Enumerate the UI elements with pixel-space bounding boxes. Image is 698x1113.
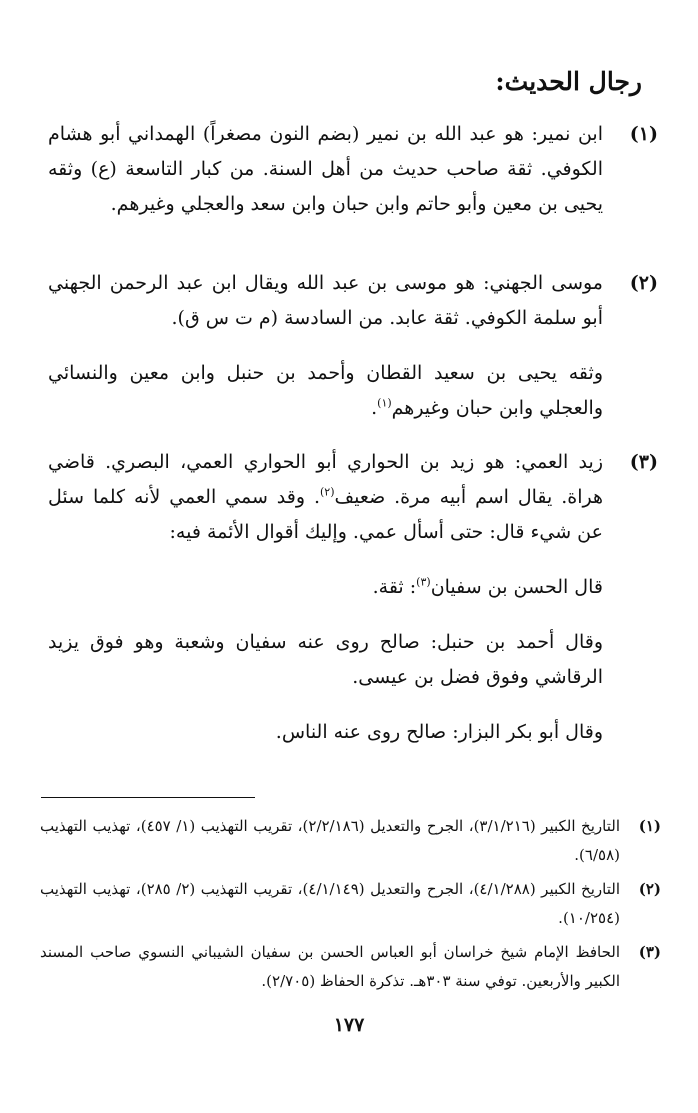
footnote-text: التاريخ الكبير (٤/١/٢٨٨)، الجرح والتعديل (٤/١/١٤٩)، تقريب التهذيب (٢/ ٢٨٥)، تهذيب التهذيب (١٠/٢٥٤). xyxy=(40,880,620,927)
entry-body xyxy=(48,445,603,770)
entry-paragraph xyxy=(48,356,603,426)
entry-body xyxy=(48,266,603,446)
entry-paragraph: موسى الجهني: هو موسى بن عبد الله ويقال ابن عبد الرحمن الجهني أبو سلمة الكوفي. ثقة عابد. من السادسة (م ت س ق). xyxy=(48,272,603,329)
entry-number: (٣) xyxy=(629,451,658,473)
paragraph-text: . xyxy=(371,397,378,419)
entry-body xyxy=(48,117,603,242)
paragraph-text: زيد العمي: هو زيد بن الحواري أبو الحواري العمي، البصري. قاضي هراة. يقال اسم أبيه مرة. ضعيف xyxy=(48,451,603,508)
section-heading: رجال الحديث: xyxy=(495,67,642,96)
entry-paragraph: ابن نمير: هو عبد الله بن نمير (بضم النون مصغراً) الهمداني أبو هشام الكوفي. ثقة صاحب حديث من أهل السنة. من كبار التاسعة (ع) وثقه يحيى بن معين وأبو حاتم وابن حبان وابن سعد والعجلي وغيرهم. xyxy=(48,123,603,215)
paragraph-text: وثقه يحيى بن سعيد القطان وأحمد بن حنبل وابن معين والنسائي والعجلي وابن حبان وغيرهم xyxy=(48,362,603,419)
entry-paragraph: وقال أبو بكر البزار: صالح روى عنه الناس. xyxy=(275,721,603,743)
entry-number: (١) xyxy=(629,123,658,145)
footnote-separator xyxy=(41,797,255,798)
paragraph-text: : ثقة. xyxy=(372,576,417,598)
footnote-number: (٣) xyxy=(638,943,661,961)
entry-number: (٢) xyxy=(629,272,658,294)
entry-paragraph xyxy=(48,445,603,550)
paragraph-text: قال الحسن بن سفيان xyxy=(430,576,603,598)
footnote-ref: (٣) xyxy=(416,575,431,589)
entry-paragraph xyxy=(48,570,603,605)
footnote-ref: (١) xyxy=(377,396,392,410)
footnote-number: (١) xyxy=(638,817,661,835)
footnote-ref: (٢) xyxy=(319,485,335,499)
entry-paragraph: وقال أحمد بن حنبل: صالح روى عنه سفيان وشعبة وهو فوق يزيد الرقاشي وفوق فضل بن عيسى. xyxy=(48,631,603,688)
footnote-text: الحافظ الإمام شيخ خراسان أبو العباس الحسن بن سفيان الشيباني النسوي صاحب المسند الكبير والأربعين. توفي سنة ٣٠٣هـ. تذكرة الحفاظ (٢/٧٠٥). xyxy=(40,943,620,990)
footnote-number: (٢) xyxy=(638,880,661,898)
footnote-text: التاريخ الكبير (٣/١/٢١٦)، الجرح والتعديل (٢/٢/١٨٦)، تقريب التهذيب (١/ ٤٥٧)، تهذيب التهذيب (٦/٥٨). xyxy=(40,817,620,864)
page-number: ١٧٧ xyxy=(333,1014,365,1036)
paragraph-text: . وقد سمي العمي لأنه كلما سئل عن شيء قال: حتى أسأل عمي. وإليك أقوال الأئمة فيه: xyxy=(48,486,603,543)
